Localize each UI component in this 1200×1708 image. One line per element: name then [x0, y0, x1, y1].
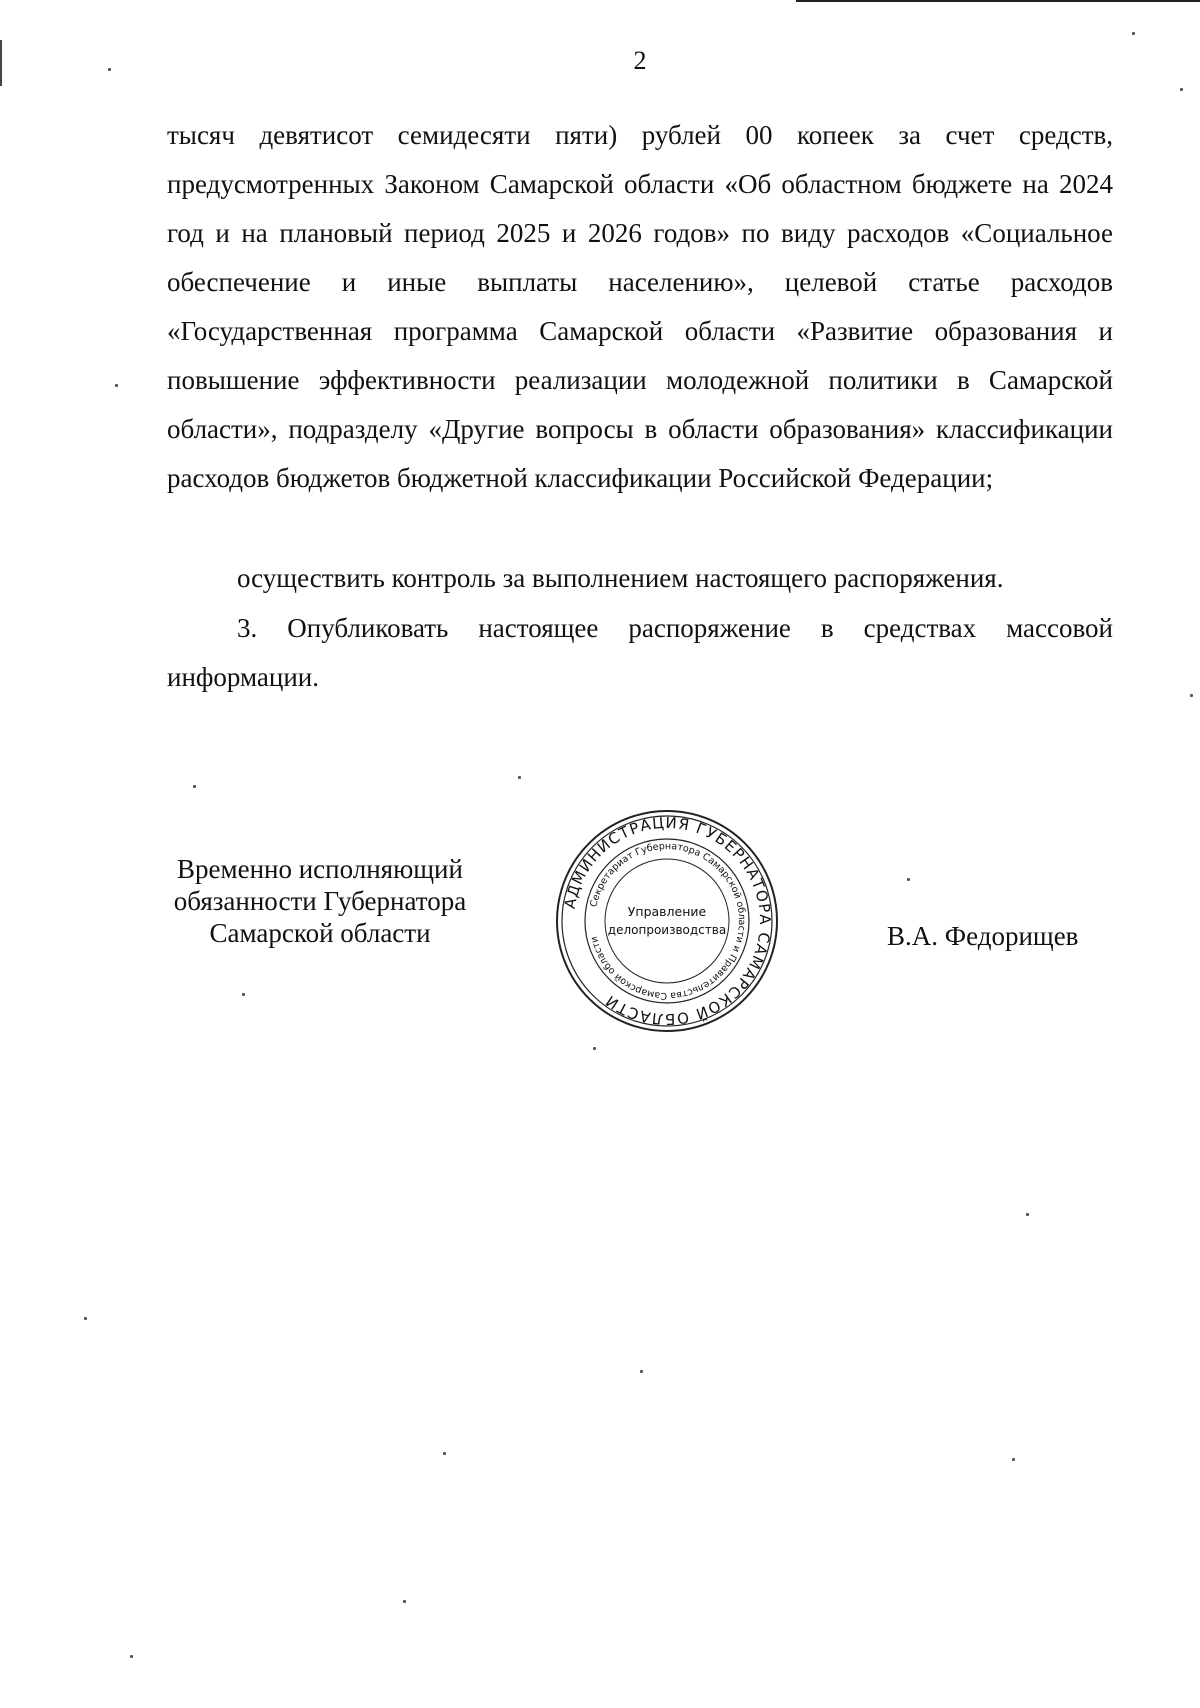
scan-speck [242, 993, 245, 996]
signer-position [140, 853, 500, 949]
scan-speck [443, 1452, 446, 1455]
scan-speck [1132, 32, 1135, 35]
paragraph-control [167, 554, 1113, 603]
scan-speck [907, 878, 910, 881]
scan-speck [640, 1370, 643, 1373]
seal-center-line-1: Управление [627, 904, 707, 919]
paragraph-text: осуществить контроль за выполнением настоящего распоряжения. [237, 563, 1004, 593]
paragraph-text: тысяч девятисот семидесяти пяти) рублей 00 копеек за счет средств, предусмотренных Законом Самарской области «Об областном бюджете на 2024 год и на плановый период 2025 и 2026 годов» по виду расходов «Социальное обеспечение и иные выплаты населению», целевой статье расходов «Государственная программа Самарской области «Развитие образования и повышение эффективности реализации молодежной политики в Самарской области», подразделу «Другие вопросы в области образования» классификации расходов бюджетов бюджетной классификации Российской Федерации; [167, 120, 1113, 493]
scan-speck [593, 1047, 596, 1050]
scan-speck [518, 776, 521, 779]
seal-inner-text: Секретариат Губернатора Самарской области и Правительства Самарской области [588, 840, 748, 1002]
scan-speck [1012, 1458, 1015, 1461]
scan-speck [1190, 694, 1193, 697]
scan-speck [1026, 1213, 1029, 1216]
scan-speck [84, 1317, 87, 1320]
paragraph-text: 3. Опубликовать настоящее распоряжение в средствах массовой информации. [167, 613, 1113, 692]
signer-position-line: обязанности Губернатора [173, 886, 467, 916]
svg-text:Секретариат Губернатора Самарс [588, 841, 747, 1001]
scan-speck [193, 785, 196, 788]
top-border-line [796, 0, 1200, 2]
scan-speck [115, 384, 118, 387]
signer-position-line: Самарской области [209, 918, 431, 948]
page-number: 2 [633, 46, 647, 75]
paragraph-publish [167, 604, 1113, 702]
seal-center-line-2: делопроизводства [607, 923, 727, 937]
scan-speck [403, 1600, 406, 1603]
scan-speck [1180, 88, 1183, 91]
signer-position-line: Временно исполняющий [177, 854, 463, 884]
paragraph-budget [167, 111, 1113, 503]
scan-speck [130, 1655, 133, 1658]
seal-outer-text: АДМИНИСТРАЦИЯ ГУБЕРНАТОРА САМАРСКОЙ ОБЛАСТИ [560, 813, 775, 1029]
signer-name: В.А. Федорищев [887, 921, 1079, 951]
official-seal [554, 808, 780, 1034]
scan-speck [108, 68, 111, 71]
